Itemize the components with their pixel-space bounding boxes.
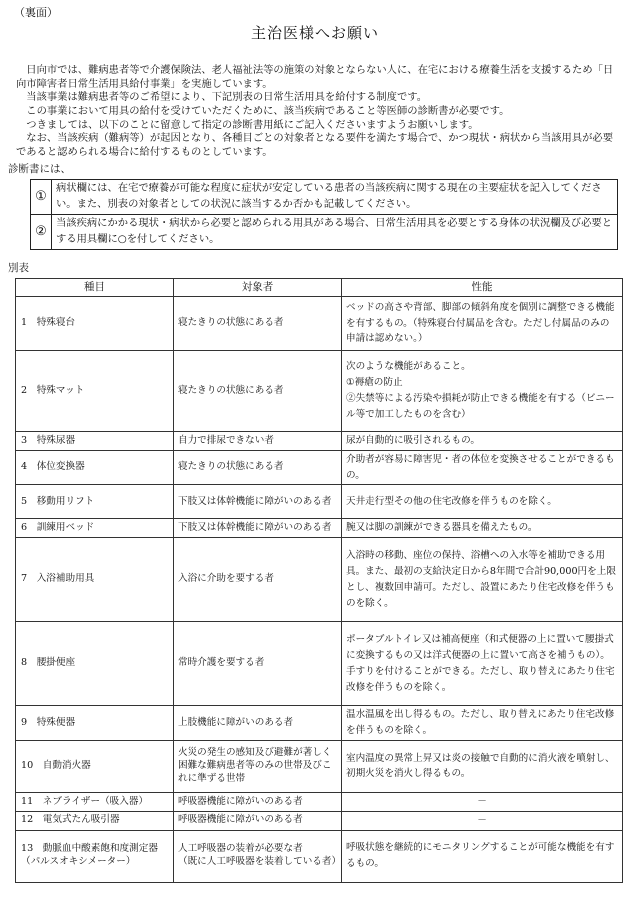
item-cell: 11 ネブライザー（吸入器） xyxy=(16,792,174,811)
performance-cell: 温水温風を出し得るもの。ただし、取り替えにあたり住宅改修を伴うものを除く。 xyxy=(342,706,623,741)
table-row xyxy=(16,297,623,351)
target-cell: 人工呼吸器の装着が必要な者 （既に人工呼吸器を装着している者） xyxy=(174,830,342,882)
target-cell: 寝たきりの状態にある者 xyxy=(174,297,342,351)
table-body xyxy=(16,297,623,883)
appendix-label: 別表 xyxy=(8,262,29,274)
note-row xyxy=(31,180,618,215)
note-number: ② xyxy=(31,214,52,249)
intro-paragraph: つきましては、以下のことに留意して指定の診断書用紙にご記入くださいますようお願いします。 xyxy=(26,118,479,131)
side-label: （裏面） xyxy=(14,6,58,19)
table-row xyxy=(16,432,623,451)
performance-cell: 腕又は脚の訓練ができる器具を備えたもの。 xyxy=(342,519,623,538)
table-row xyxy=(16,811,623,830)
performance-cell: － xyxy=(342,811,623,830)
performance-cell: － xyxy=(342,792,623,811)
table-row xyxy=(16,351,623,432)
intro-paragraph: 日向市では、難病患者等で介護保険法、老人福祉法等の施策の対象とならない人に、在宅における療養生活を支援するため「日向市障害者日常生活用具給付事業」を実施しています。 xyxy=(16,64,614,90)
intro-paragraph: この事業において用具の給付を受けていただくために、該当疾病であること等医師の診断書が必要です。 xyxy=(26,105,510,118)
table-row xyxy=(16,830,623,882)
performance-cell: 入浴時の移動、座位の保持、浴槽への入水等を補助できる用具。また、最初の支給決定日から8年間で合計90,000円を上限とし、複数回申請可。ただし、設置にあたり住宅改修を伴うものを除く。 xyxy=(342,538,623,622)
table-row xyxy=(16,740,623,792)
item-cell: 12 電気式たん吸引器 xyxy=(16,811,174,830)
performance-cell: ポータブルトイレ又は補高便座（和式便器の上に置いて腰掛式に変換するもの又は洋式便器の上に置いて高さを補うもの）。手すりを付けることができる。ただし、取り替えにあたり住宅改修を伴うものを除く。 xyxy=(342,622,623,706)
performance-cell: 次のような機能があること。 ①褥瘡の防止 ②失禁等による汚染や損耗が防止できる機能を有する（ビニール等で加工したものを含む） xyxy=(342,351,623,432)
note-text: 病状欄には、在宅で療養が可能な程度に症状が安定している患者の当該疾病に関する現在の主要症状を記入してください。また、別表の対象者としての状況に該当するか否かも記載してください。 xyxy=(52,180,618,215)
header-target: 対象者 xyxy=(174,279,342,297)
item-cell: 13 動脈血中酸素飽和度測定器 （パルスオキシメーター） xyxy=(16,830,174,882)
item-cell: 2 特殊マット xyxy=(16,351,174,432)
target-cell: 火災の発生の感知及び避難が著しく困難な難病患者等のみの世帯及びこれに準ずる世帯 xyxy=(174,740,342,792)
table-row xyxy=(16,519,623,538)
diagnosis-notes xyxy=(30,179,618,250)
target-cell: 寝たきりの状態にある者 xyxy=(174,351,342,432)
equipment-table xyxy=(15,278,623,883)
table-row xyxy=(16,792,623,811)
target-cell: 上肢機能に障がいのある者 xyxy=(174,706,342,741)
table-row xyxy=(16,538,623,622)
note-row xyxy=(31,214,618,249)
table-row xyxy=(16,706,623,741)
table-header-row xyxy=(16,279,623,297)
item-cell: 1 特殊寝台 xyxy=(16,297,174,351)
note-number: ① xyxy=(31,180,52,215)
target-cell: 入浴に介助を要する者 xyxy=(174,538,342,622)
target-cell: 呼吸器機能に障がいのある者 xyxy=(174,811,342,830)
target-cell: 自力で排尿できない者 xyxy=(174,432,342,451)
header-performance: 性能 xyxy=(342,279,623,297)
item-cell: 8 腰掛便座 xyxy=(16,622,174,706)
target-cell: 呼吸器機能に障がいのある者 xyxy=(174,792,342,811)
intro-paragraph: なお、当該疾病（難病等）が起因となり、各種目ごとの対象者となる要件を満たす場合で、かつ現状・病状から当該用具が必要であると認められる場合に給付するものとしています。 xyxy=(16,132,614,159)
intro-text xyxy=(16,64,620,160)
item-cell: 4 体位変換器 xyxy=(16,450,174,485)
performance-cell: 介助者が容易に障害児・者の体位を変換させることができるもの。 xyxy=(342,450,623,485)
page-title: 主治医様へお願い xyxy=(250,24,379,42)
diagnosis-label: 診断書には、 xyxy=(8,163,71,175)
performance-cell: ベッドの高さや背部、脚部の傾斜角度を個別に調整できる機能を有するもの。（特殊寝台付属品を含む。ただし付属品のみの申請は認めない。） xyxy=(342,297,623,351)
item-cell: 9 特殊便器 xyxy=(16,706,174,741)
item-cell: 5 移動用リフト xyxy=(16,485,174,519)
performance-cell: 天井走行型その他の住宅改修を伴うものを除く。 xyxy=(342,485,623,519)
header-item: 種目 xyxy=(16,279,174,297)
performance-cell: 室内温度の異常上昇又は炎の接触で自動的に消火液を噴射し、初期火災を消火し得るもの。 xyxy=(342,740,623,792)
table-row xyxy=(16,485,623,519)
table-row xyxy=(16,622,623,706)
target-cell: 常時介護を要する者 xyxy=(174,622,342,706)
target-cell: 下肢又は体幹機能に障がいのある者 xyxy=(174,485,342,519)
target-cell: 寝たきりの状態にある者 xyxy=(174,450,342,485)
performance-cell: 尿が自動的に吸引されるもの。 xyxy=(342,432,623,451)
item-cell: 7 入浴補助用具 xyxy=(16,538,174,622)
performance-cell: 呼吸状態を継続的にモニタリングすることが可能な機能を有するもの。 xyxy=(342,830,623,882)
target-cell: 下肢又は体幹機能に障がいのある者 xyxy=(174,519,342,538)
note-text: 当該疾病にかかる現状・病状から必要と認められる用具がある場合、日常生活用具を必要とする身体の状況欄及び必要とする用具欄に○を付してください。 xyxy=(52,214,618,249)
item-cell: 3 特殊尿器 xyxy=(16,432,174,451)
intro-paragraph: 当該事業は難病患者等のご希望により、下記別表の日常生活用具を給付する制度です。 xyxy=(26,91,428,104)
item-cell: 10 自動消火器 xyxy=(16,740,174,792)
table-row xyxy=(16,450,623,485)
item-cell: 6 訓練用ベッド xyxy=(16,519,174,538)
